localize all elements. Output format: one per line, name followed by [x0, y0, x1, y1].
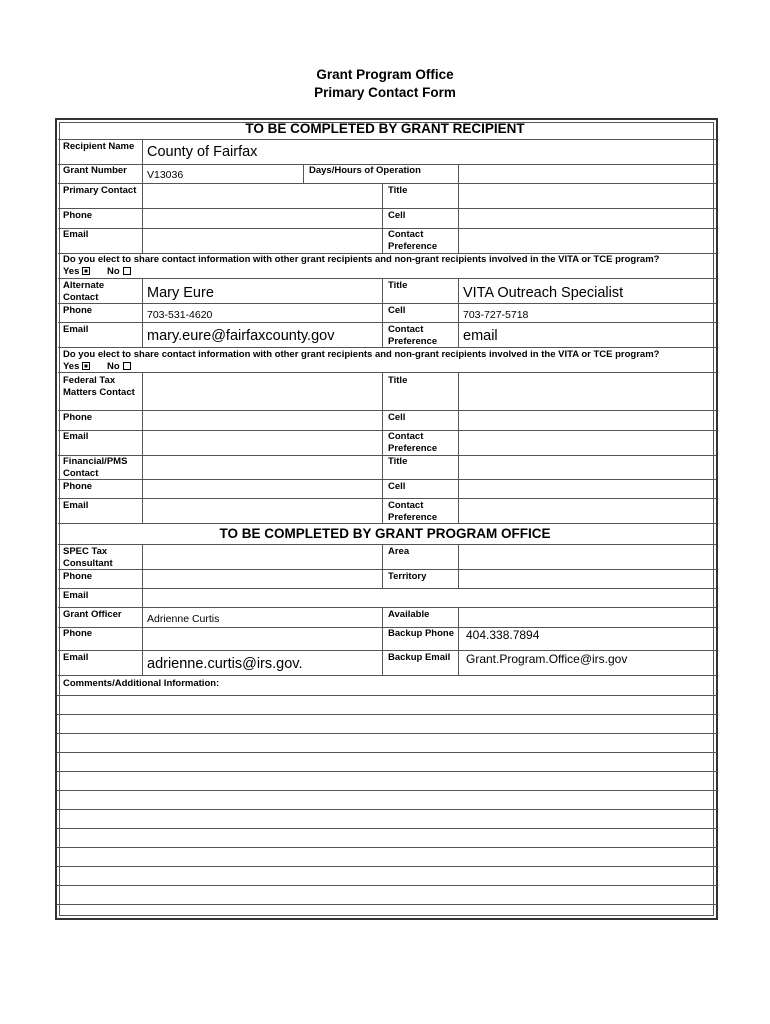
- row-divider: [58, 588, 716, 589]
- row-divider: [58, 322, 716, 323]
- alternate-pref-label: Contact Preference: [388, 324, 438, 347]
- primary-cell-field[interactable]: [462, 212, 712, 224]
- federal-tax-pref-label: Contact Preference: [388, 431, 438, 454]
- spec-consultant-label: SPEC Tax Consultant: [63, 546, 113, 569]
- recipient-name-label: Recipient Name: [63, 141, 135, 152]
- federal-tax-contact-label: Federal Tax Matters Contact: [63, 375, 135, 398]
- row-divider: [58, 544, 716, 545]
- alternate-cell-field[interactable]: 703-727-5718: [463, 309, 529, 321]
- column-divider: [458, 607, 459, 675]
- row-divider: [58, 479, 716, 480]
- federal-tax-contact-field[interactable]: [147, 378, 377, 406]
- row-divider: [58, 183, 716, 184]
- yes-label-1: Yes: [63, 265, 80, 277]
- available-field[interactable]: [462, 612, 712, 624]
- federal-tax-title-label: Title: [388, 375, 408, 386]
- financial-title-field[interactable]: [462, 459, 712, 473]
- territory-field[interactable]: [462, 573, 712, 585]
- financial-title-label: Title: [388, 456, 408, 467]
- share-question-2-text: Do you elect to share contact information with other grant recipients and non-grant recipients involved in the VITA or TCE program?: [63, 349, 660, 360]
- share-question-1: [63, 254, 713, 277]
- financial-pref-label: Contact Preference: [388, 500, 438, 523]
- column-divider: [142, 278, 143, 347]
- financial-pref-field[interactable]: [462, 503, 712, 517]
- grant-officer-field[interactable]: Adrienne Curtis: [147, 613, 220, 625]
- financial-cell-field[interactable]: [462, 483, 712, 495]
- row-divider: [58, 455, 716, 456]
- row-divider: [58, 523, 716, 524]
- available-label: Available: [388, 609, 430, 620]
- officer-phone-field[interactable]: [147, 631, 377, 645]
- office-section-heading: TO BE COMPLETED BY GRANT PROGRAM OFFICE: [219, 526, 551, 541]
- territory-label: Territory: [388, 571, 427, 582]
- column-divider: [142, 588, 143, 607]
- federal-tax-title-field[interactable]: [462, 378, 712, 406]
- no-label-2: No: [107, 360, 120, 372]
- column-divider: [142, 164, 143, 183]
- alternate-cell-label: Cell: [388, 305, 406, 316]
- primary-contact-field[interactable]: [147, 188, 377, 202]
- grant-number-label: Grant Number: [63, 165, 127, 176]
- column-divider: [142, 139, 143, 164]
- comment-line: [57, 885, 717, 886]
- row-divider: [58, 278, 716, 279]
- column-divider: [382, 278, 383, 347]
- backup-email-field[interactable]: Grant.Program.Office@irs.gov: [466, 652, 628, 666]
- yes-label-2: Yes: [63, 360, 80, 372]
- comment-line: [57, 695, 717, 696]
- alternate-contact-label: Alternate Contact: [63, 280, 105, 303]
- comments-label: Comments/Additional Information:: [63, 678, 220, 689]
- comment-line: [57, 866, 717, 867]
- officer-phone-label: Phone: [63, 628, 93, 639]
- federal-tax-email-label: Email: [63, 431, 89, 442]
- recipient-name-field[interactable]: County of Fairfax: [147, 144, 258, 160]
- primary-phone-field[interactable]: [147, 212, 377, 224]
- column-divider: [142, 372, 143, 523]
- column-divider: [142, 544, 143, 588]
- grant-officer-label: Grant Officer: [63, 609, 122, 620]
- yes-checkbox-2[interactable]: [82, 362, 90, 370]
- spec-consultant-field[interactable]: [147, 549, 377, 563]
- comment-line: [57, 752, 717, 753]
- row-divider: [58, 627, 716, 628]
- comment-line: [57, 847, 717, 848]
- column-divider: [382, 372, 383, 523]
- primary-cell-label: Cell: [388, 210, 406, 221]
- alternate-phone-field[interactable]: 703-531-4620: [147, 309, 213, 321]
- row-divider: [58, 208, 716, 209]
- row-divider: [58, 347, 716, 348]
- column-divider: [458, 183, 459, 253]
- column-divider: [458, 164, 459, 183]
- row-divider: [58, 303, 716, 304]
- share-options-1: [63, 266, 713, 278]
- federal-tax-cell-label: Cell: [388, 412, 406, 423]
- comment-line: [57, 771, 717, 772]
- spec-email-label: Email: [63, 590, 89, 601]
- federal-tax-phone-field[interactable]: [147, 414, 377, 426]
- officer-email-field[interactable]: adrienne.curtis@irs.gov.: [147, 656, 303, 672]
- comment-line: [57, 714, 717, 715]
- financial-email-field[interactable]: [147, 503, 377, 517]
- row-divider: [58, 139, 716, 140]
- column-divider: [458, 544, 459, 588]
- column-divider: [458, 372, 459, 523]
- spec-phone-field[interactable]: [147, 573, 377, 585]
- financial-email-label: Email: [63, 500, 89, 511]
- column-divider: [458, 278, 459, 347]
- comment-line: [57, 904, 717, 905]
- alternate-pref-field[interactable]: email: [463, 328, 498, 344]
- row-divider: [58, 410, 716, 411]
- column-divider: [142, 607, 143, 675]
- financial-phone-label: Phone: [63, 481, 93, 492]
- primary-contact-label: Primary Contact: [63, 185, 137, 196]
- primary-title-label: Title: [388, 185, 408, 196]
- financial-cell-label: Cell: [388, 481, 406, 492]
- federal-tax-pref-field[interactable]: [462, 434, 712, 448]
- no-label-1: No: [107, 265, 120, 277]
- row-divider: [58, 569, 716, 570]
- form-subtitle: Primary Contact Form: [314, 85, 456, 100]
- comment-line: [57, 828, 717, 829]
- row-divider: [58, 650, 716, 651]
- column-divider: [382, 183, 383, 253]
- primary-phone-label: Phone: [63, 210, 93, 221]
- comment-line: [57, 733, 717, 734]
- days-hours-field[interactable]: [462, 169, 712, 181]
- primary-email-field[interactable]: [147, 232, 377, 246]
- alternate-email-field[interactable]: mary.eure@fairfaxcounty.gov: [147, 328, 335, 344]
- alternate-title-field[interactable]: VITA Outreach Specialist: [463, 285, 624, 301]
- row-divider: [58, 372, 716, 373]
- alternate-contact-field[interactable]: Mary Eure: [147, 285, 214, 301]
- recipient-section-heading: TO BE COMPLETED BY GRANT RECIPIENT: [245, 121, 525, 136]
- share-options-2: [63, 361, 713, 373]
- financial-phone-field[interactable]: [147, 483, 377, 495]
- federal-tax-cell-field[interactable]: [462, 414, 712, 426]
- spec-email-field[interactable]: [147, 592, 707, 604]
- yes-checkbox-1[interactable]: [82, 267, 90, 275]
- alternate-phone-label: Phone: [63, 305, 93, 316]
- primary-pref-field[interactable]: [462, 232, 712, 246]
- financial-contact-label: Financial/PMS Contact: [63, 456, 128, 479]
- financial-contact-field[interactable]: [147, 459, 377, 473]
- no-checkbox-1[interactable]: [123, 267, 131, 275]
- primary-pref-label: Contact Preference: [388, 229, 438, 252]
- grant-number-field[interactable]: V13036: [147, 169, 184, 181]
- alternate-email-label: Email: [63, 324, 89, 335]
- primary-email-label: Email: [63, 229, 89, 240]
- column-divider: [382, 607, 383, 675]
- no-checkbox-2[interactable]: [123, 362, 131, 370]
- backup-phone-label: Backup Phone: [388, 628, 454, 639]
- area-label: Area: [388, 546, 410, 557]
- form-title: Grant Program Office: [316, 67, 454, 82]
- primary-title-field[interactable]: [462, 188, 712, 202]
- comments-area[interactable]: [57, 676, 717, 918]
- days-hours-label: Days/Hours of Operation: [309, 165, 421, 176]
- backup-phone-field[interactable]: 404.338.7894: [466, 628, 540, 642]
- officer-email-label: Email: [63, 652, 89, 663]
- column-divider: [303, 164, 304, 183]
- column-divider: [142, 183, 143, 253]
- row-divider: [58, 228, 716, 229]
- federal-tax-email-field[interactable]: [147, 434, 377, 448]
- spec-phone-label: Phone: [63, 571, 93, 582]
- comment-line: [57, 790, 717, 791]
- comment-line: [57, 809, 717, 810]
- row-divider: [58, 607, 716, 608]
- federal-tax-phone-label: Phone: [63, 412, 93, 423]
- share-question-2: [63, 349, 713, 372]
- backup-email-label: Backup Email: [388, 652, 451, 663]
- share-question-1-text: Do you elect to share contact information with other grant recipients and non-grant recipients involved in the VITA or TCE program?: [63, 254, 660, 265]
- row-divider: [58, 430, 716, 431]
- column-divider: [382, 544, 383, 588]
- alternate-title-label: Title: [388, 280, 408, 291]
- row-divider: [58, 498, 716, 499]
- area-field[interactable]: [462, 549, 712, 563]
